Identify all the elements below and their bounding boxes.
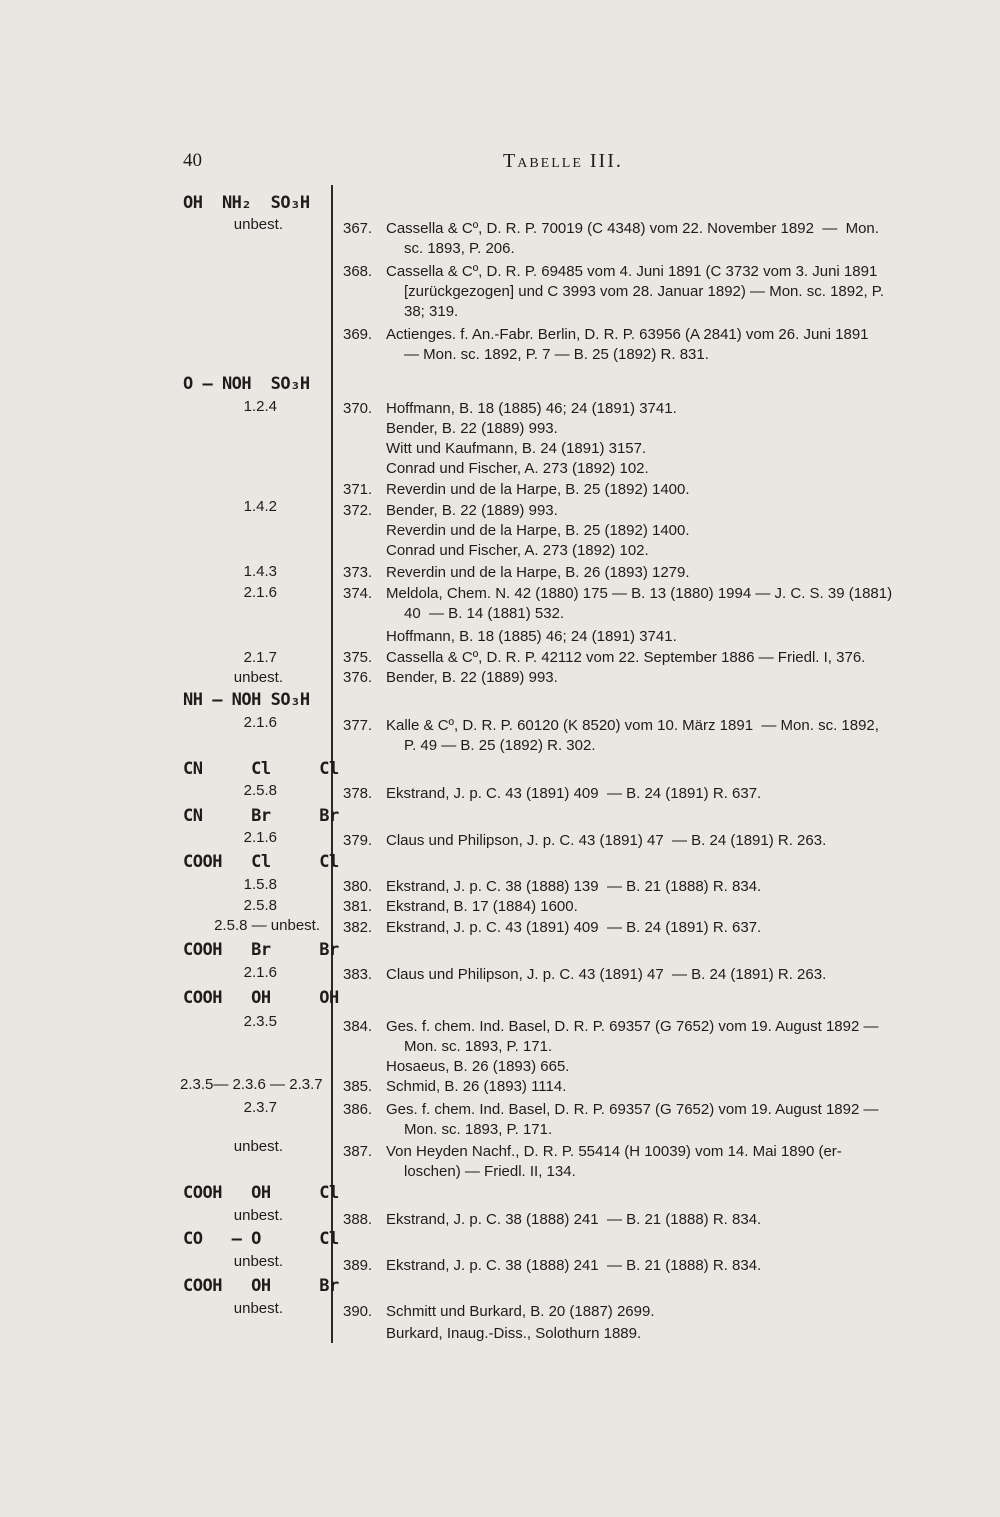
position-label: unbest. — [233, 1253, 283, 1270]
reference-line: Ekstrand, B. 17 (1884) 1600. — [386, 898, 578, 915]
reference-line: Cassella & Cº, D. R. P. 42112 vom 22. September 1886 — Friedl. I, 376. — [386, 649, 866, 666]
formula-heading: COOH OH Cl — [183, 1183, 339, 1203]
position-label: 1.2.4 — [243, 398, 277, 415]
entry-number: 373. — [343, 564, 373, 581]
formula-heading: COOH Cl Cl — [183, 852, 339, 872]
formula-heading: CN Cl Cl — [183, 759, 339, 779]
reference-line: Schmid, B. 26 (1893) 1114. — [386, 1078, 567, 1095]
entry-number: 388. — [343, 1211, 373, 1228]
reference-line: Ges. f. chem. Ind. Basel, D. R. P. 69357 (G 7652) vom 19. August 1892 — — [386, 1101, 879, 1118]
reference-line: Reverdin und de la Harpe, B. 25 (1892) 1400. — [386, 522, 690, 539]
reference-line: Von Heyden Nachf., D. R. P. 55414 (H 10039) vom 14. Mai 1890 (er- — [386, 1143, 842, 1160]
entry-number: 382. — [343, 919, 373, 936]
reference-line: Actienges. f. An.-Fabr. Berlin, D. R. P. 63956 (A 2841) vom 26. Juni 1891 — [386, 326, 869, 343]
position-label: 2.3.5 — [243, 1013, 277, 1030]
reference-line: Hoffmann, B. 18 (1885) 46; 24 (1891) 3741. — [386, 628, 677, 645]
reference-line: Ges. f. chem. Ind. Basel, D. R. P. 69357 (G 7652) vom 19. August 1892 — — [386, 1018, 879, 1035]
reference-line: Ekstrand, J. p. C. 43 (1891) 409 — B. 24 (1891) R. 637. — [386, 919, 762, 936]
reference-line: Bender, B. 22 (1889) 993. — [386, 420, 558, 437]
reference-line: Kalle & Cº, D. R. P. 60120 (K 8520) vom 10. März 1891 — Mon. sc. 1892, — [386, 717, 879, 734]
reference-line: Mon. sc. 1893, P. 171. — [404, 1121, 553, 1138]
reference-line: Hoffmann, B. 18 (1885) 46; 24 (1891) 3741. — [386, 400, 677, 417]
entry-number: 387. — [343, 1143, 373, 1160]
reference-line: Cassella & Cº, D. R. P. 69485 vom 4. Juni 1891 (C 3732 vom 3. Juni 1891 — [386, 263, 878, 280]
page-header — [183, 150, 943, 174]
position-label: 1.4.2 — [243, 498, 277, 515]
entry-number: 368. — [343, 263, 373, 280]
reference-line: Conrad und Fischer, A. 273 (1892) 102. — [386, 460, 649, 477]
reference-line: Bender, B. 22 (1889) 993. — [386, 669, 558, 686]
position-label: 2.5.8 — [243, 782, 277, 799]
position-label: 2.3.5— 2.3.6 — 2.3.7 — [180, 1076, 323, 1093]
reference-line: Hosaeus, B. 26 (1893) 665. — [386, 1058, 570, 1075]
reference-line: Ekstrand, J. p. C. 38 (1888) 241 — B. 21 (1888) R. 834. — [386, 1257, 762, 1274]
reference-line: Burkard, Inaug.-Diss., Solothurn 1889. — [386, 1325, 642, 1342]
position-label: 2.1.6 — [243, 714, 277, 731]
entry-number: 376. — [343, 669, 373, 686]
position-label: 1.5.8 — [243, 876, 277, 893]
position-label: 2.1.6 — [243, 964, 277, 981]
reference-line: Ekstrand, J. p. C. 38 (1888) 139 — B. 21 (1888) R. 834. — [386, 878, 762, 895]
entry-number: 375. — [343, 649, 373, 666]
entry-number: 379. — [343, 832, 373, 849]
reference-line: 40 — B. 14 (1881) 532. — [404, 605, 565, 622]
formula-heading: CN Br Br — [183, 806, 339, 826]
reference-line: Schmitt und Burkard, B. 20 (1887) 2699. — [386, 1303, 655, 1320]
position-label: 2.5.8 — unbest. — [214, 917, 320, 934]
entry-number: 386. — [343, 1101, 373, 1118]
entry-number: 390. — [343, 1303, 373, 1320]
position-label: 2.3.7 — [243, 1099, 277, 1116]
reference-line: — Mon. sc. 1892, P. 7 — B. 25 (1892) R. 831. — [404, 346, 709, 363]
formula-heading: COOH OH Br — [183, 1276, 339, 1296]
entry-number: 377. — [343, 717, 373, 734]
reference-line: Claus und Philipson, J. p. C. 43 (1891) 47 — B. 24 (1891) R. 263. — [386, 966, 827, 983]
entry-number: 374. — [343, 585, 373, 602]
reference-line: Meldola, Chem. N. 42 (1880) 175 — B. 13 (1880) 1994 — J. C. S. 39 (1881) — [386, 585, 893, 602]
position-label: 2.1.6 — [243, 584, 277, 601]
reference-line: Reverdin und de la Harpe, B. 25 (1892) 1400. — [386, 481, 690, 498]
reference-line: Ekstrand, J. p. C. 43 (1891) 409 — B. 24 (1891) R. 637. — [386, 785, 762, 802]
entry-number: 383. — [343, 966, 373, 983]
position-label: 1.4.3 — [243, 563, 277, 580]
position-label: 2.1.6 — [243, 829, 277, 846]
reference-line: Conrad und Fischer, A. 273 (1892) 102. — [386, 542, 649, 559]
reference-line: Mon. sc. 1893, P. 171. — [404, 1038, 553, 1055]
entry-number: 378. — [343, 785, 373, 802]
entry-number: 385. — [343, 1078, 373, 1095]
reference-line: [zurückgezogen] und C 3993 vom 28. Januar 1892) — Mon. sc. 1892, P. — [404, 283, 885, 300]
running-title: Tabelle III. — [503, 150, 623, 172]
reference-line: 38; 319. — [404, 303, 459, 320]
reference-line: Ekstrand, J. p. C. 38 (1888) 241 — B. 21 (1888) R. 834. — [386, 1211, 762, 1228]
position-label: unbest. — [233, 1138, 283, 1155]
formula-heading: CO — O Cl — [183, 1229, 339, 1249]
position-label: unbest. — [233, 669, 283, 686]
entry-number: 389. — [343, 1257, 373, 1274]
reference-line: Reverdin und de la Harpe, B. 26 (1893) 1279. — [386, 564, 690, 581]
reference-line: Claus und Philipson, J. p. C. 43 (1891) 47 — B. 24 (1891) R. 263. — [386, 832, 827, 849]
reference-line: Witt und Kaufmann, B. 24 (1891) 3157. — [386, 440, 647, 457]
entry-number: 367. — [343, 220, 373, 237]
reference-line: loschen) — Friedl. II, 134. — [404, 1163, 576, 1180]
formula-heading: O — NOH SO₃H — [183, 374, 310, 394]
formula-heading: COOH Br Br — [183, 940, 339, 960]
entry-number: 371. — [343, 481, 373, 498]
entry-number: 380. — [343, 878, 373, 895]
reference-line: P. 49 — B. 25 (1892) R. 302. — [404, 737, 596, 754]
reference-line: Bender, B. 22 (1889) 993. — [386, 502, 558, 519]
position-label: unbest. — [233, 216, 283, 233]
formula-heading: COOH OH OH — [183, 988, 339, 1008]
position-label: 2.5.8 — [243, 897, 277, 914]
formula-heading: NH — NOH SO₃H — [183, 690, 310, 710]
formula-heading: OH NH₂ SO₃H — [183, 193, 310, 213]
position-label: unbest. — [233, 1207, 283, 1224]
entry-number: 384. — [343, 1018, 373, 1035]
entry-number: 372. — [343, 502, 373, 519]
position-label: unbest. — [233, 1300, 283, 1317]
reference-line: sc. 1893, P. 206. — [404, 240, 515, 257]
entry-number: 369. — [343, 326, 373, 343]
entry-number: 370. — [343, 400, 373, 417]
reference-line: Cassella & Cº, D. R. P. 70019 (C 4348) vom 22. November 1892 — Mon. — [386, 220, 879, 237]
page-number: 40 — [183, 150, 202, 171]
entry-number: 381. — [343, 898, 373, 915]
position-label: 2.1.7 — [243, 649, 277, 666]
